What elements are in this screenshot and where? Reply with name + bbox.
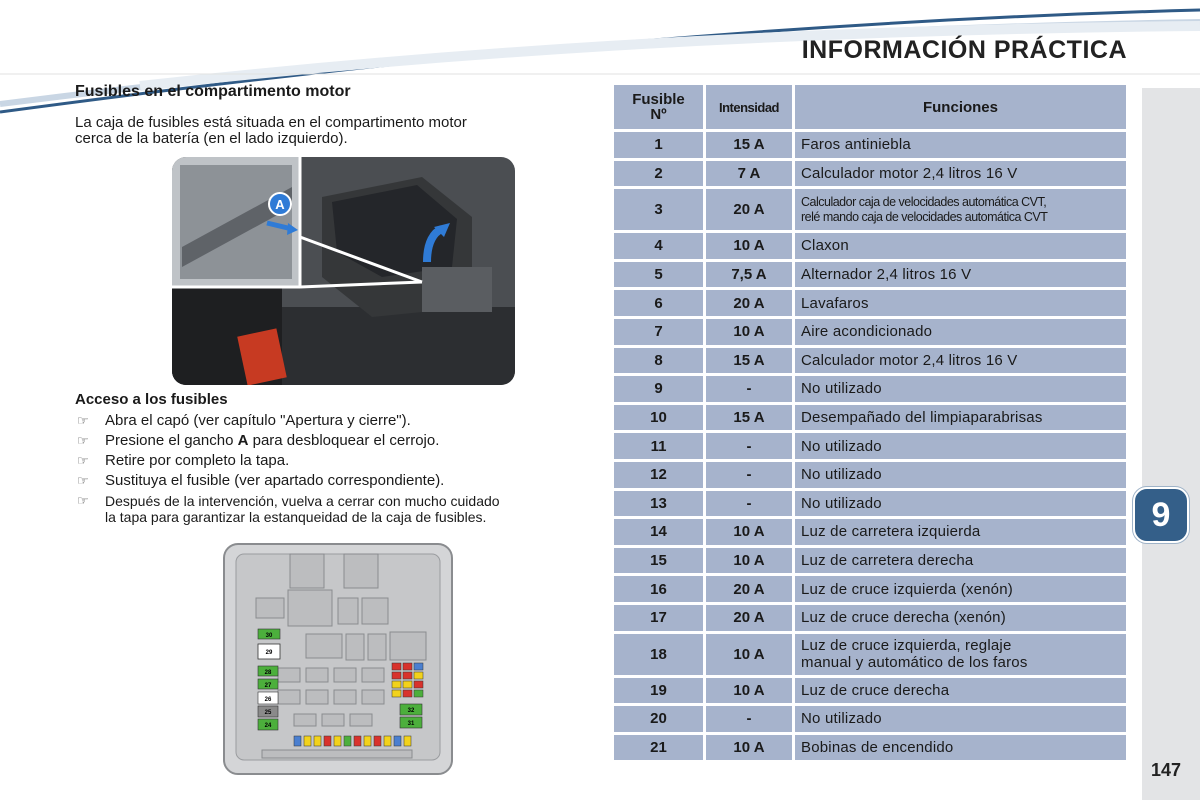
- fuse-number: 6: [614, 287, 706, 316]
- fuse-number: 7: [614, 316, 706, 345]
- table-row: [614, 158, 1126, 187]
- intro-line: cerca de la batería (en el lado izquierdo).: [75, 130, 348, 147]
- page-number: 147: [1151, 760, 1182, 780]
- fuse-amperage: 15 A: [706, 345, 795, 374]
- fuse-amperage: -: [706, 459, 795, 488]
- fuse-function: Claxon: [795, 230, 1126, 259]
- table-row: [614, 631, 1126, 675]
- chapter-side-tab: [1142, 88, 1200, 800]
- fuse-number: 12: [614, 459, 706, 488]
- fuse-number: 18: [614, 631, 706, 675]
- fuse-amperage: 20 A: [706, 287, 795, 316]
- fuse-amperage: 7 A: [706, 158, 795, 187]
- table-row: [614, 459, 1126, 488]
- fuse-amperage: -: [706, 703, 795, 732]
- fuse-amperage: -: [706, 488, 795, 517]
- step-text: la tapa para garantizar la estanqueidad de la caja de fusibles.: [105, 509, 487, 525]
- table-row: [614, 316, 1126, 345]
- step-text: para desbloquear el cerrojo.: [248, 432, 440, 449]
- fuse-function: Bobinas de encendido: [795, 732, 1126, 761]
- step-text: Sustituya el fusible (ver apartado correspondiente).: [105, 472, 445, 489]
- table-row: [614, 345, 1126, 374]
- fuse-slot-label: 30: [265, 633, 273, 639]
- list-item: [75, 471, 595, 491]
- fuse-number: 15: [614, 545, 706, 574]
- pointing-hand-icon: ☞: [77, 493, 89, 508]
- intro-line: La caja de fusibles está situada en el compartimento motor: [75, 114, 467, 131]
- fuse-slot-label: 31: [407, 721, 415, 727]
- fuse-number: 10: [614, 402, 706, 431]
- pointing-hand-icon: ☞: [77, 453, 89, 468]
- fuse-function: No utilizado: [795, 430, 1126, 459]
- fuse-slot-label: 25: [264, 710, 272, 716]
- pointing-hand-icon: ☞: [77, 473, 89, 488]
- fuse-slot-label: 29: [265, 650, 273, 656]
- engine-compartment-photo: [172, 157, 515, 385]
- fuse-function: Alternador 2,4 litros 16 V: [795, 259, 1126, 288]
- hook-a-label: A: [275, 197, 285, 212]
- fuse-number: 14: [614, 516, 706, 545]
- fuse-function: Faros antiniebla: [795, 129, 1126, 158]
- fuse-number: 20: [614, 703, 706, 732]
- step-text: Presione el gancho: [105, 432, 238, 449]
- table-row: [614, 287, 1126, 316]
- fuse-number: 21: [614, 732, 706, 761]
- fuse-function: Calculador caja de velocidades automática CVT, relé mando caja de velocidades automática CVT: [795, 186, 1126, 230]
- fuse-amperage: 20 A: [706, 602, 795, 631]
- fuse-function: No utilizado: [795, 459, 1126, 488]
- column-header-intensity: Intensidad: [706, 85, 795, 129]
- fuse-amperage: 10 A: [706, 675, 795, 704]
- fuse-slot-label: 27: [264, 683, 272, 689]
- pointing-hand-icon: ☞: [77, 413, 89, 428]
- fuse-number: 5: [614, 259, 706, 288]
- fuse-amperage: 15 A: [706, 402, 795, 431]
- fuse-number: 4: [614, 230, 706, 259]
- fuse-function: Luz de cruce derecha (xenón): [795, 602, 1126, 631]
- fuse-slot-label: 28: [264, 670, 272, 676]
- fuse-table: [614, 85, 1126, 760]
- table-row: [614, 430, 1126, 459]
- fuse-function: No utilizado: [795, 373, 1126, 402]
- table-row: [614, 732, 1126, 761]
- fuse-number: 1: [614, 129, 706, 158]
- column-header-functions: Funciones: [795, 85, 1126, 129]
- step-hook-label: A: [237, 432, 249, 449]
- fuse-function: No utilizado: [795, 488, 1126, 517]
- fuse-number: 3: [614, 186, 706, 230]
- fuse-number: 2: [614, 158, 706, 187]
- column-header-fuse: Fusible Nº: [614, 85, 706, 129]
- fuse-function: Calculador motor 2,4 litros 16 V: [795, 158, 1126, 187]
- table-row: [614, 703, 1126, 732]
- fuse-slot-label: 26: [264, 697, 272, 703]
- fuse-function: Luz de cruce derecha: [795, 675, 1126, 704]
- fuse-number: 8: [614, 345, 706, 374]
- fuse-amperage: 10 A: [706, 732, 795, 761]
- step-text: Retire por completo la tapa.: [105, 452, 290, 469]
- list-item: [75, 411, 595, 431]
- fuse-function: Luz de carretera izquierda: [795, 516, 1126, 545]
- fuse-function: Aire acondicionado: [795, 316, 1126, 345]
- step-text: Después de la intervención, vuelva a cerrar con mucho cuidado: [105, 493, 500, 509]
- fuse-slot-label: 32: [407, 708, 415, 714]
- fuse-function: Desempañado del limpiaparabrisas: [795, 402, 1126, 431]
- fuse-slot-label: 24: [264, 723, 272, 729]
- fuse-number: 16: [614, 573, 706, 602]
- fuse-function: Luz de carretera derecha: [795, 545, 1126, 574]
- fuse-amperage: 7,5 A: [706, 259, 795, 288]
- table-row: [614, 516, 1126, 545]
- fuse-amperage: 10 A: [706, 516, 795, 545]
- table-row: [614, 373, 1126, 402]
- fuse-number: 13: [614, 488, 706, 517]
- table-row: [614, 186, 1126, 230]
- step-text: Abra el capó (ver capítulo "Apertura y cierre").: [105, 412, 411, 429]
- fuse-amperage: -: [706, 430, 795, 459]
- chapter-badge: 9: [1133, 487, 1189, 543]
- table-row: [614, 573, 1126, 602]
- table-row: [614, 545, 1126, 574]
- page-header-title: INFORMACIÓN PRÁCTICA: [801, 36, 1127, 64]
- fuse-function: Lavafaros: [795, 287, 1126, 316]
- list-item: [75, 431, 595, 451]
- fuse-number: 9: [614, 373, 706, 402]
- fuse-amperage: 10 A: [706, 230, 795, 259]
- fuse-number: 19: [614, 675, 706, 704]
- table-row: [614, 675, 1126, 704]
- list-item: [75, 493, 595, 525]
- table-row: [614, 129, 1126, 158]
- table-row: [614, 602, 1126, 631]
- access-steps: [75, 411, 595, 525]
- fuse-function: Luz de cruce izquierda (xenón): [795, 573, 1126, 602]
- fuse-number: 11: [614, 430, 706, 459]
- fuse-amperage: 15 A: [706, 129, 795, 158]
- table-header-row: [614, 85, 1126, 129]
- fuse-function: No utilizado: [795, 703, 1126, 732]
- fuse-amperage: 10 A: [706, 316, 795, 345]
- fuse-function: Calculador motor 2,4 litros 16 V: [795, 345, 1126, 374]
- fuse-function: Luz de cruce izquierda, reglaje manual y automático de los faros: [795, 631, 1126, 675]
- fuse-amperage: 10 A: [706, 631, 795, 675]
- fuse-amperage: 20 A: [706, 186, 795, 230]
- fuse-number: 17: [614, 602, 706, 631]
- table-row: [614, 488, 1126, 517]
- access-title: Acceso a los fusibles: [75, 391, 228, 408]
- list-item: [75, 451, 595, 471]
- table-row: [614, 259, 1126, 288]
- fuse-amperage: -: [706, 373, 795, 402]
- fuse-box-diagram: [222, 542, 454, 776]
- fuse-amperage: 20 A: [706, 573, 795, 602]
- table-row: [614, 230, 1126, 259]
- intro-paragraph: [75, 115, 595, 147]
- pointing-hand-icon: ☞: [77, 433, 89, 448]
- section-title: Fusibles en el compartimento motor: [75, 83, 351, 100]
- table-row: [614, 402, 1126, 431]
- fuse-amperage: 10 A: [706, 545, 795, 574]
